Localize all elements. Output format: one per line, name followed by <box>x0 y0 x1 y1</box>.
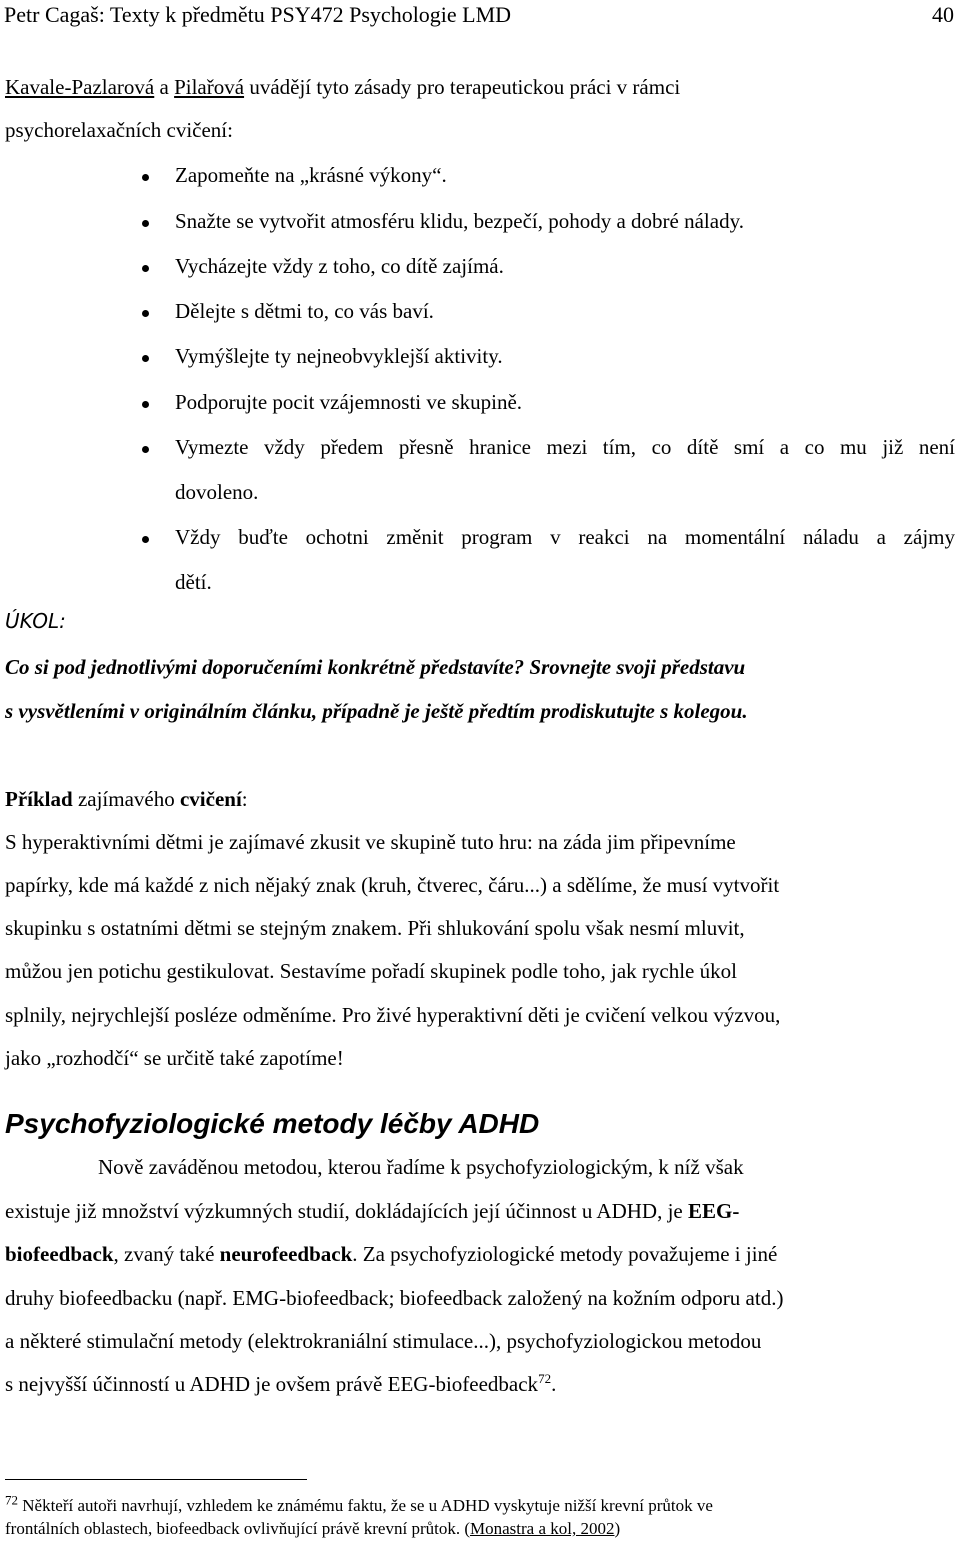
section-line-5: a některé stimulační metody (elektrokraniální stimulace...), psychofyziologickou metodou <box>5 1329 762 1353</box>
author-link-1[interactable]: Kavale-Pazlarová <box>5 75 155 99</box>
citation-link[interactable]: Monastra a kol, 2002 <box>470 1519 615 1538</box>
footnote-line-2: frontálních oblastech, biofeedback ovlivňující právě krevní průtok. (Monastra a kol, 2002) <box>5 1519 621 1538</box>
footnote-divider <box>5 1479 307 1480</box>
example-label: Příklad zajímavého cvičení: <box>5 787 248 811</box>
task-label: ÚKOL: <box>5 609 66 633</box>
example-line: jako „rozhodčí“ se určitě také zapotíme! <box>5 1046 344 1070</box>
page-number: 40 <box>932 2 954 27</box>
example-line: S hyperaktivními dětmi je zajímavé zkusit ve skupině tuto hru: na záda jim připevníme <box>5 830 736 854</box>
task-line-2: s vysvětleními v originálním článku, případně je ještě předtím prodiskutujte s kolegou. <box>5 699 748 723</box>
intro-line-1: Kavale-Pazlarová a Pilařová uvádějí tyto zásady pro terapeutickou práci v rámci <box>5 75 681 99</box>
page-header <box>4 0 954 30</box>
section-heading: Psychofyziologické metody léčby ADHD <box>5 1108 540 1139</box>
author-link-2[interactable]: Pilařová <box>174 75 245 99</box>
intro-line-2: psychorelaxačních cvičení: <box>5 118 233 142</box>
footnote-line-1: $^{72}$ Někteří autoři navrhují, vzhledem ke známému faktu, že se u ADHD vyskytuje nižší krevní průtok ve <box>5 1492 713 1515</box>
footnote-ref[interactable]: 72 <box>538 1371 552 1386</box>
header-title: Petr Cagaš: Texty k předmětu PSY472 Psychologie LMD <box>4 2 512 27</box>
example-line: skupinku s ostatními dětmi se stejným znakem. Při shlukování spolu však nesmí mluvit, <box>5 916 745 940</box>
section-line-6: s nejvyšší účinností u ADHD je ovšem právě EEG-biofeedback$^{72}$. <box>5 1371 557 1396</box>
section-line-2: existuje již množství výzkumných studií, dokládajících její účinnost u ADHD, je EEG- <box>5 1199 740 1223</box>
example-line: papírky, kde má každé z nich nějaký znak (kruh, čtverec, čáru...) a sdělíme, že musí vytvořit <box>5 873 780 897</box>
example-line: splnily, nejrychlejší posléze odměníme. Pro živé hyperaktivní děti je cvičení velkou výzvou, <box>5 1003 781 1027</box>
section-line-4: druhy biofeedbacku (např. EMG-biofeedback; biofeedback založený na kožním odporu atd.) <box>5 1286 784 1310</box>
section-line-3: biofeedback, zvaný také neurofeedback. Za psychofyziologické metody považujeme i jiné <box>5 1242 778 1266</box>
section-line-1: Nově zaváděnou metodou, kterou řadíme k psychofyziologickým, k níž však <box>98 1155 744 1179</box>
example-line: můžou jen potichu gestikulovat. Sestavíme pořadí skupinek podle toho, jak rychle úkol <box>5 959 737 983</box>
task-line-1: Co si pod jednotlivými doporučeními konkrétně představíte? Srovnejte svoji představu <box>5 655 746 679</box>
